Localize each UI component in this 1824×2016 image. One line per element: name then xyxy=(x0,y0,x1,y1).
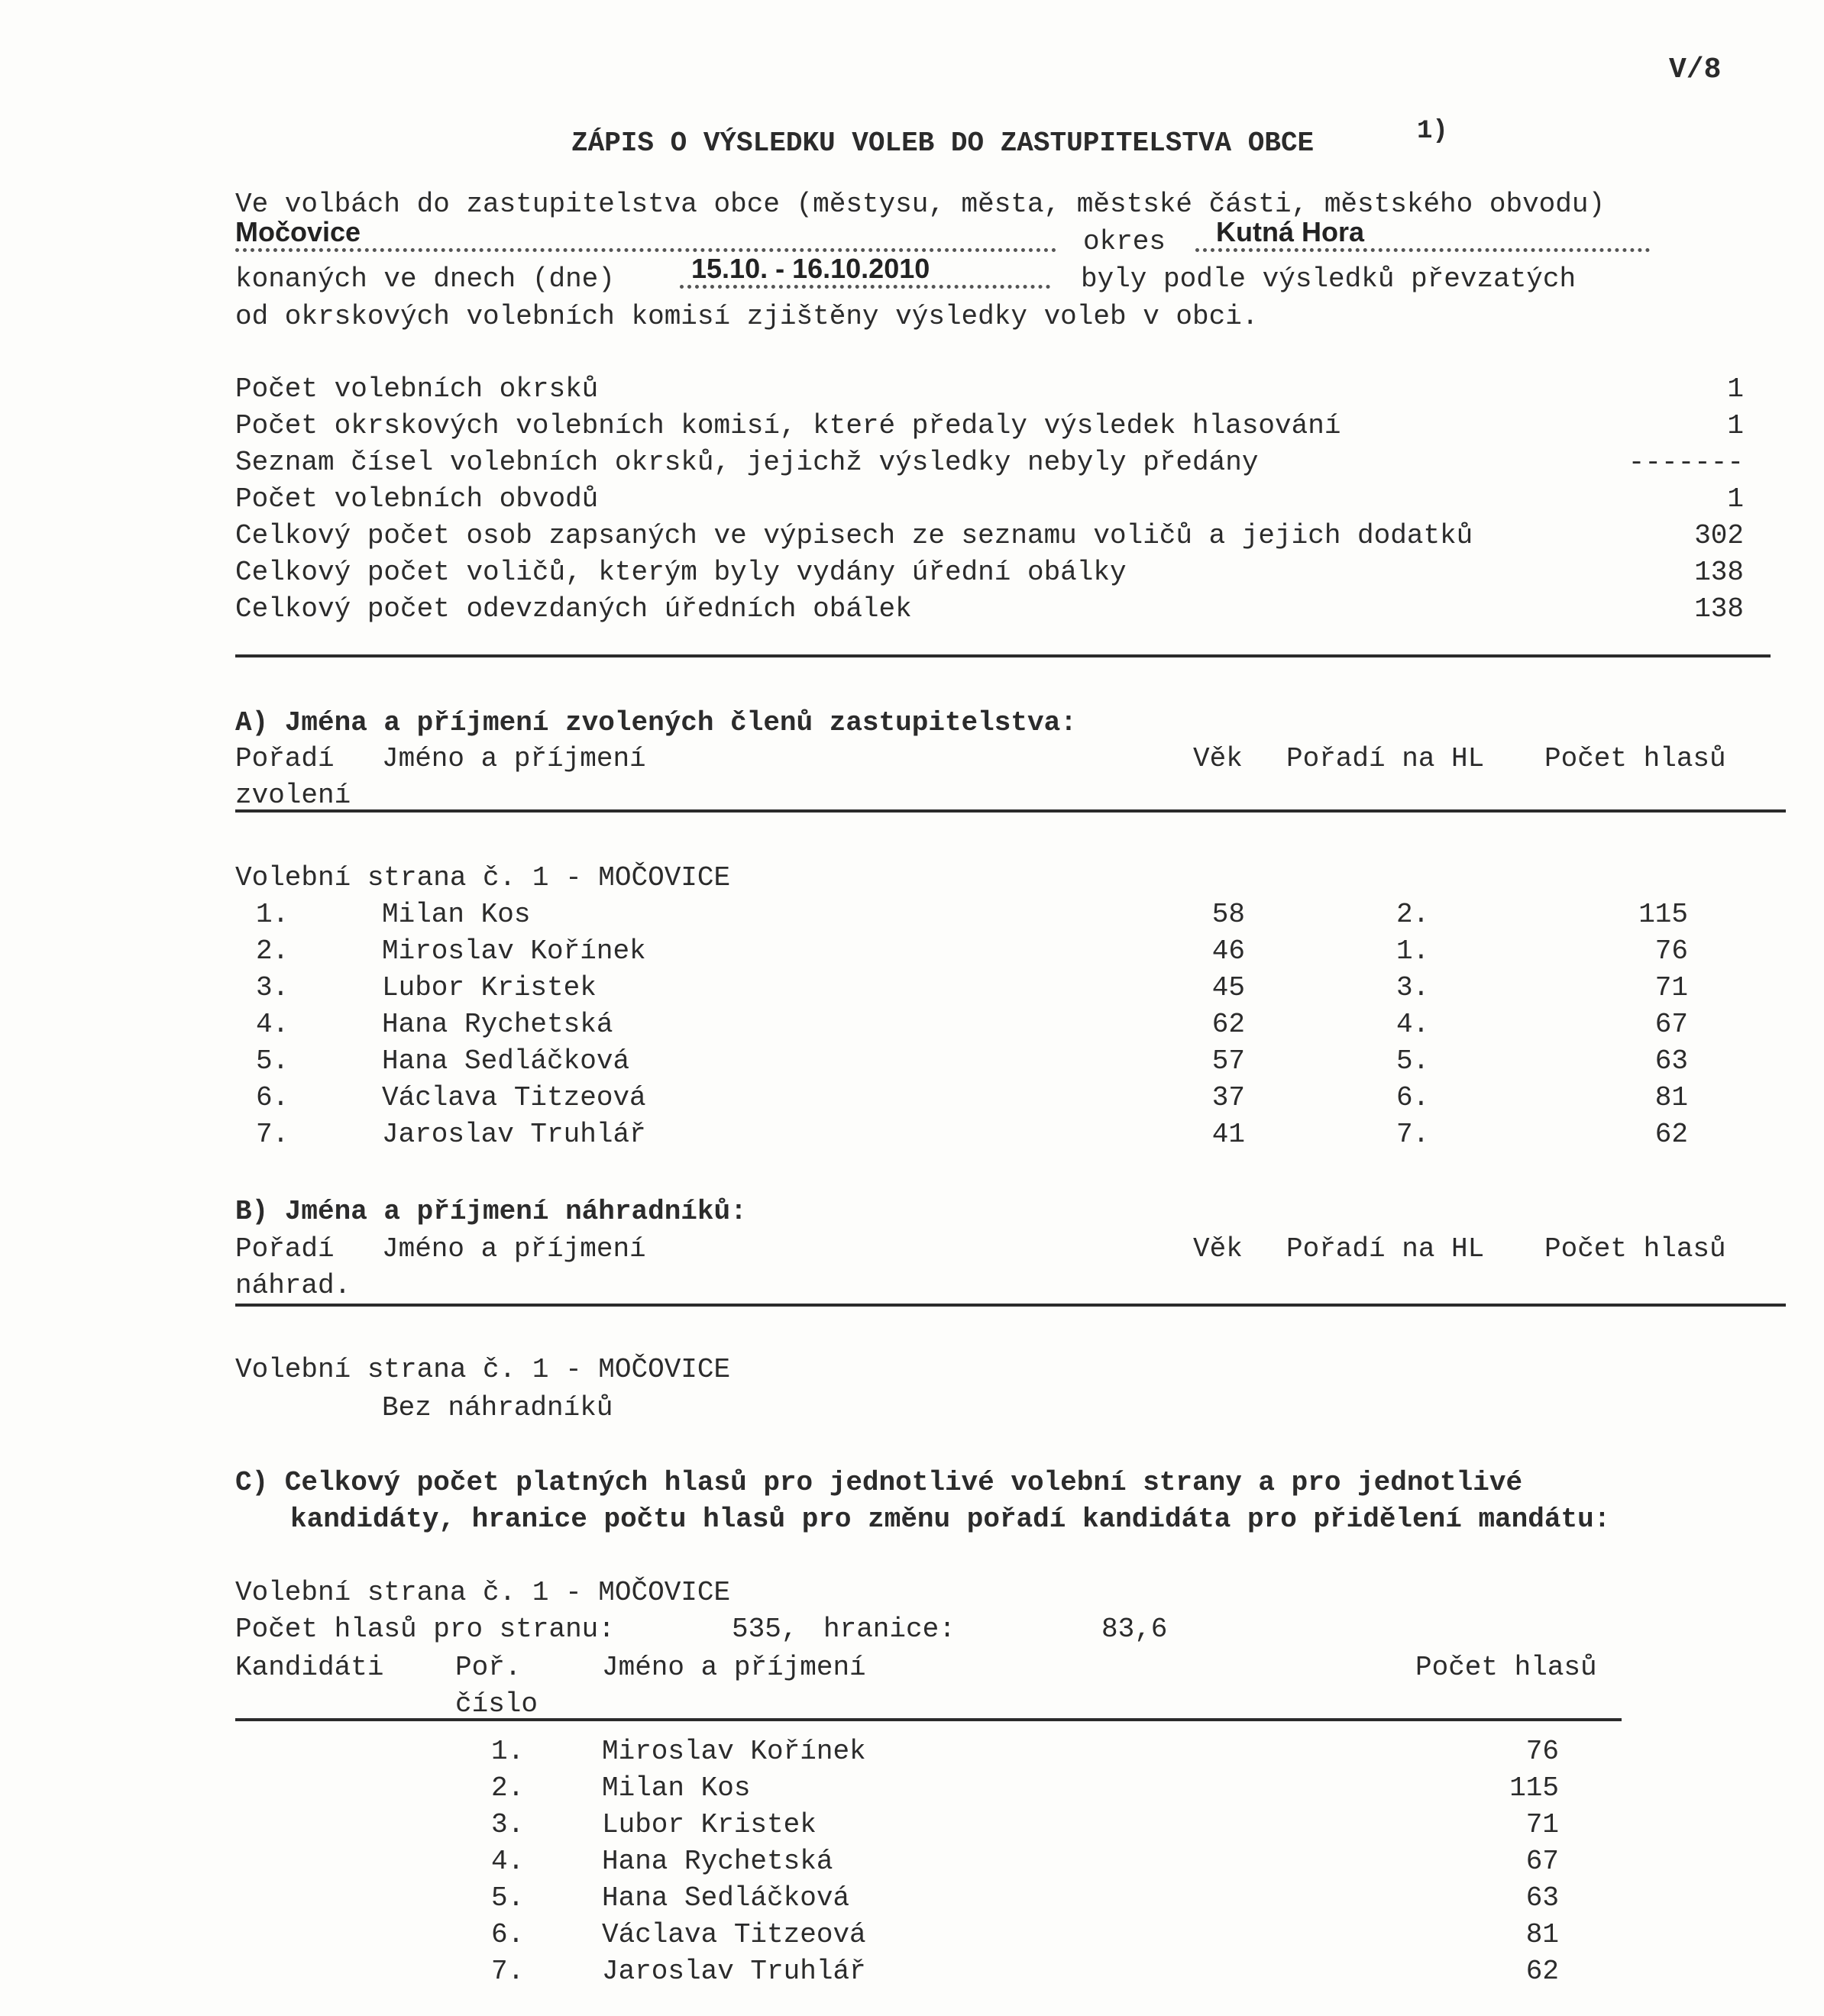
row-hl: 2. xyxy=(1396,899,1430,930)
col-candidates: Kandidáti xyxy=(235,1652,384,1683)
summary-value: 1 xyxy=(1727,483,1744,515)
row-votes: 115 xyxy=(1509,1772,1559,1804)
summary-label: Počet okrskových volebních komisí, které předaly výsledek hlasování xyxy=(235,410,1341,441)
row-votes: 67 xyxy=(1654,1009,1688,1040)
col-votes: Počet hlasů xyxy=(1544,1233,1726,1265)
row-age: 37 xyxy=(1211,1082,1245,1113)
row-votes: 62 xyxy=(1654,1119,1688,1150)
row-order: 1. xyxy=(256,899,289,930)
row-name: Lubor Kristek xyxy=(602,1809,817,1840)
row-name: Jaroslav Truhlář xyxy=(382,1119,646,1150)
page-title: ZÁPIS O VÝSLEDKU VOLEB DO ZASTUPITELSTVA OBCE xyxy=(571,128,1315,159)
divider xyxy=(235,1718,1622,1721)
row-order: 3. xyxy=(256,972,289,1003)
obec-value: Močovice xyxy=(235,216,361,247)
party-label: Volební strana č. 1 - MOČOVICE xyxy=(235,1577,731,1608)
row-age: 57 xyxy=(1211,1045,1245,1077)
summary-label: Počet volebních obvodů xyxy=(235,483,599,515)
row-votes: 71 xyxy=(1654,972,1688,1003)
col-order: Pořadí xyxy=(235,1233,335,1265)
row-name: Milan Kos xyxy=(602,1772,751,1804)
row-order: 2. xyxy=(256,935,289,967)
col-name: Jméno a příjmení xyxy=(382,1233,646,1265)
row-num: 1. xyxy=(491,1736,525,1767)
section-c-heading: C) Celkový počet platných hlasů pro jednotlivé volební strany a pro jednotlivé xyxy=(235,1467,1523,1498)
row-votes: 67 xyxy=(1525,1846,1559,1877)
row-hl: 5. xyxy=(1396,1045,1430,1077)
row-votes: 63 xyxy=(1654,1045,1688,1077)
col-order: Pořadí xyxy=(235,743,335,774)
row-num: 6. xyxy=(491,1919,525,1950)
summary-value: 138 xyxy=(1694,557,1744,588)
col-age: Věk xyxy=(1193,1233,1243,1265)
section-a-heading: A) Jména a příjmení zvolených členů zastupitelstva: xyxy=(235,707,1077,738)
limit-label: hranice: xyxy=(823,1614,956,1645)
row-votes: 81 xyxy=(1654,1082,1688,1113)
row-name: Hana Sedláčková xyxy=(602,1882,850,1914)
limit-value: 83,6 xyxy=(1101,1614,1168,1645)
row-name: Lubor Kristek xyxy=(382,972,597,1003)
intro-line1: Ve volbách do zastupitelstva obce (městysu, města, městské části, městského obvodu) xyxy=(235,189,1606,220)
row-num: 2. xyxy=(491,1772,525,1804)
summary-value: 302 xyxy=(1694,520,1744,551)
row-order: 7. xyxy=(256,1119,289,1150)
row-name: Václava Titzeová xyxy=(602,1919,866,1950)
okres-value: Kutná Hora xyxy=(1216,216,1365,247)
row-votes: 71 xyxy=(1525,1809,1559,1840)
col-num-line2: číslo xyxy=(455,1688,538,1720)
summary-label: Celkový počet osob zapsaných ve výpisech ze seznamu voličů a jejich dodatků xyxy=(235,520,1473,551)
summary-label: Seznam čísel volebních okrsků, jejichž výsledky nebyly předány xyxy=(235,447,1259,478)
divider xyxy=(235,809,1786,813)
row-order: 5. xyxy=(256,1045,289,1077)
row-votes: 76 xyxy=(1525,1736,1559,1767)
col-votes: Počet hlasů xyxy=(1415,1652,1597,1683)
row-votes: 62 xyxy=(1525,1956,1559,1987)
row-hl: 1. xyxy=(1396,935,1430,967)
row-age: 62 xyxy=(1211,1009,1245,1040)
dates-value: 15.10. - 16.10.2010 xyxy=(691,253,930,284)
no-substitutes: Bez náhradníků xyxy=(382,1392,613,1423)
summary-label: Počet volebních okrsků xyxy=(235,373,599,405)
party-votes-label: Počet hlasů pro stranu: xyxy=(235,1614,615,1645)
title-footnote: 1) xyxy=(1417,117,1448,146)
row-num: 3. xyxy=(491,1809,525,1840)
row-votes: 76 xyxy=(1654,935,1688,967)
col-order-line2: zvolení xyxy=(235,780,351,811)
party-label: Volební strana č. 1 - MOČOVICE xyxy=(235,1354,731,1385)
summary-value: 1 xyxy=(1727,373,1744,405)
row-age: 58 xyxy=(1211,899,1245,930)
okres-label: okres xyxy=(1083,226,1166,257)
row-name: Hana Rychetská xyxy=(602,1846,833,1877)
row-name: Milan Kos xyxy=(382,899,531,930)
col-name: Jméno a příjmení xyxy=(602,1652,866,1683)
col-hl: Pořadí na HL xyxy=(1286,743,1485,774)
row-votes: 81 xyxy=(1525,1919,1559,1950)
col-num: Poř. xyxy=(455,1652,522,1683)
divider xyxy=(235,1304,1786,1307)
summary-value: 138 xyxy=(1694,593,1744,625)
konanych-label: konaných ve dnech (dne) xyxy=(235,263,615,295)
col-votes: Počet hlasů xyxy=(1544,743,1726,774)
row-name: Hana Sedláčková xyxy=(382,1045,630,1077)
col-hl: Pořadí na HL xyxy=(1286,1233,1485,1265)
section-b-heading: B) Jména a příjmení náhradníků: xyxy=(235,1196,747,1227)
obec-dotted-line xyxy=(235,248,1056,252)
summary-value: 1 xyxy=(1727,410,1744,441)
row-name: Hana Rychetská xyxy=(382,1009,613,1040)
row-order: 4. xyxy=(256,1009,289,1040)
dates-dotted-line xyxy=(680,285,1050,289)
row-votes: 63 xyxy=(1525,1882,1559,1914)
party-votes-value: 535, xyxy=(732,1614,798,1645)
col-age: Věk xyxy=(1193,743,1243,774)
row-name: Miroslav Kořínek xyxy=(382,935,646,967)
row-age: 46 xyxy=(1211,935,1245,967)
col-name: Jméno a příjmení xyxy=(382,743,646,774)
summary-label: Celkový počet voličů, kterým byly vydány úřední obálky xyxy=(235,557,1127,588)
row-order: 6. xyxy=(256,1082,289,1113)
party-label: Volební strana č. 1 - MOČOVICE xyxy=(235,862,731,893)
row-num: 4. xyxy=(491,1846,525,1877)
row-age: 41 xyxy=(1211,1119,1245,1150)
intro-line4: od okrskových volebních komisí zjištěny výsledky voleb v obci. xyxy=(235,301,1259,332)
divider xyxy=(235,654,1771,657)
row-votes: 115 xyxy=(1638,899,1688,930)
row-hl: 3. xyxy=(1396,972,1430,1003)
row-name: Jaroslav Truhlář xyxy=(602,1956,866,1987)
section-c-heading-line2: kandidáty, hranice počtu hlasů pro změnu pořadí kandidáta pro přidělení mandátu: xyxy=(290,1504,1611,1535)
row-hl: 4. xyxy=(1396,1009,1430,1040)
intro-line3-tail: byly podle výsledků převzatých xyxy=(1081,263,1577,295)
summary-value: ------- xyxy=(1628,447,1744,478)
row-name: Miroslav Kořínek xyxy=(602,1736,866,1767)
okres-dotted-line xyxy=(1195,248,1650,252)
page-id: V/8 xyxy=(1669,53,1722,86)
row-num: 5. xyxy=(491,1882,525,1914)
col-order-line2: náhrad. xyxy=(235,1270,351,1301)
row-age: 45 xyxy=(1211,972,1245,1003)
row-num: 7. xyxy=(491,1956,525,1987)
row-name: Václava Titzeová xyxy=(382,1082,646,1113)
row-hl: 7. xyxy=(1396,1119,1430,1150)
summary-label: Celkový počet odevzdaných úředních obálek xyxy=(235,593,912,625)
row-hl: 6. xyxy=(1396,1082,1430,1113)
